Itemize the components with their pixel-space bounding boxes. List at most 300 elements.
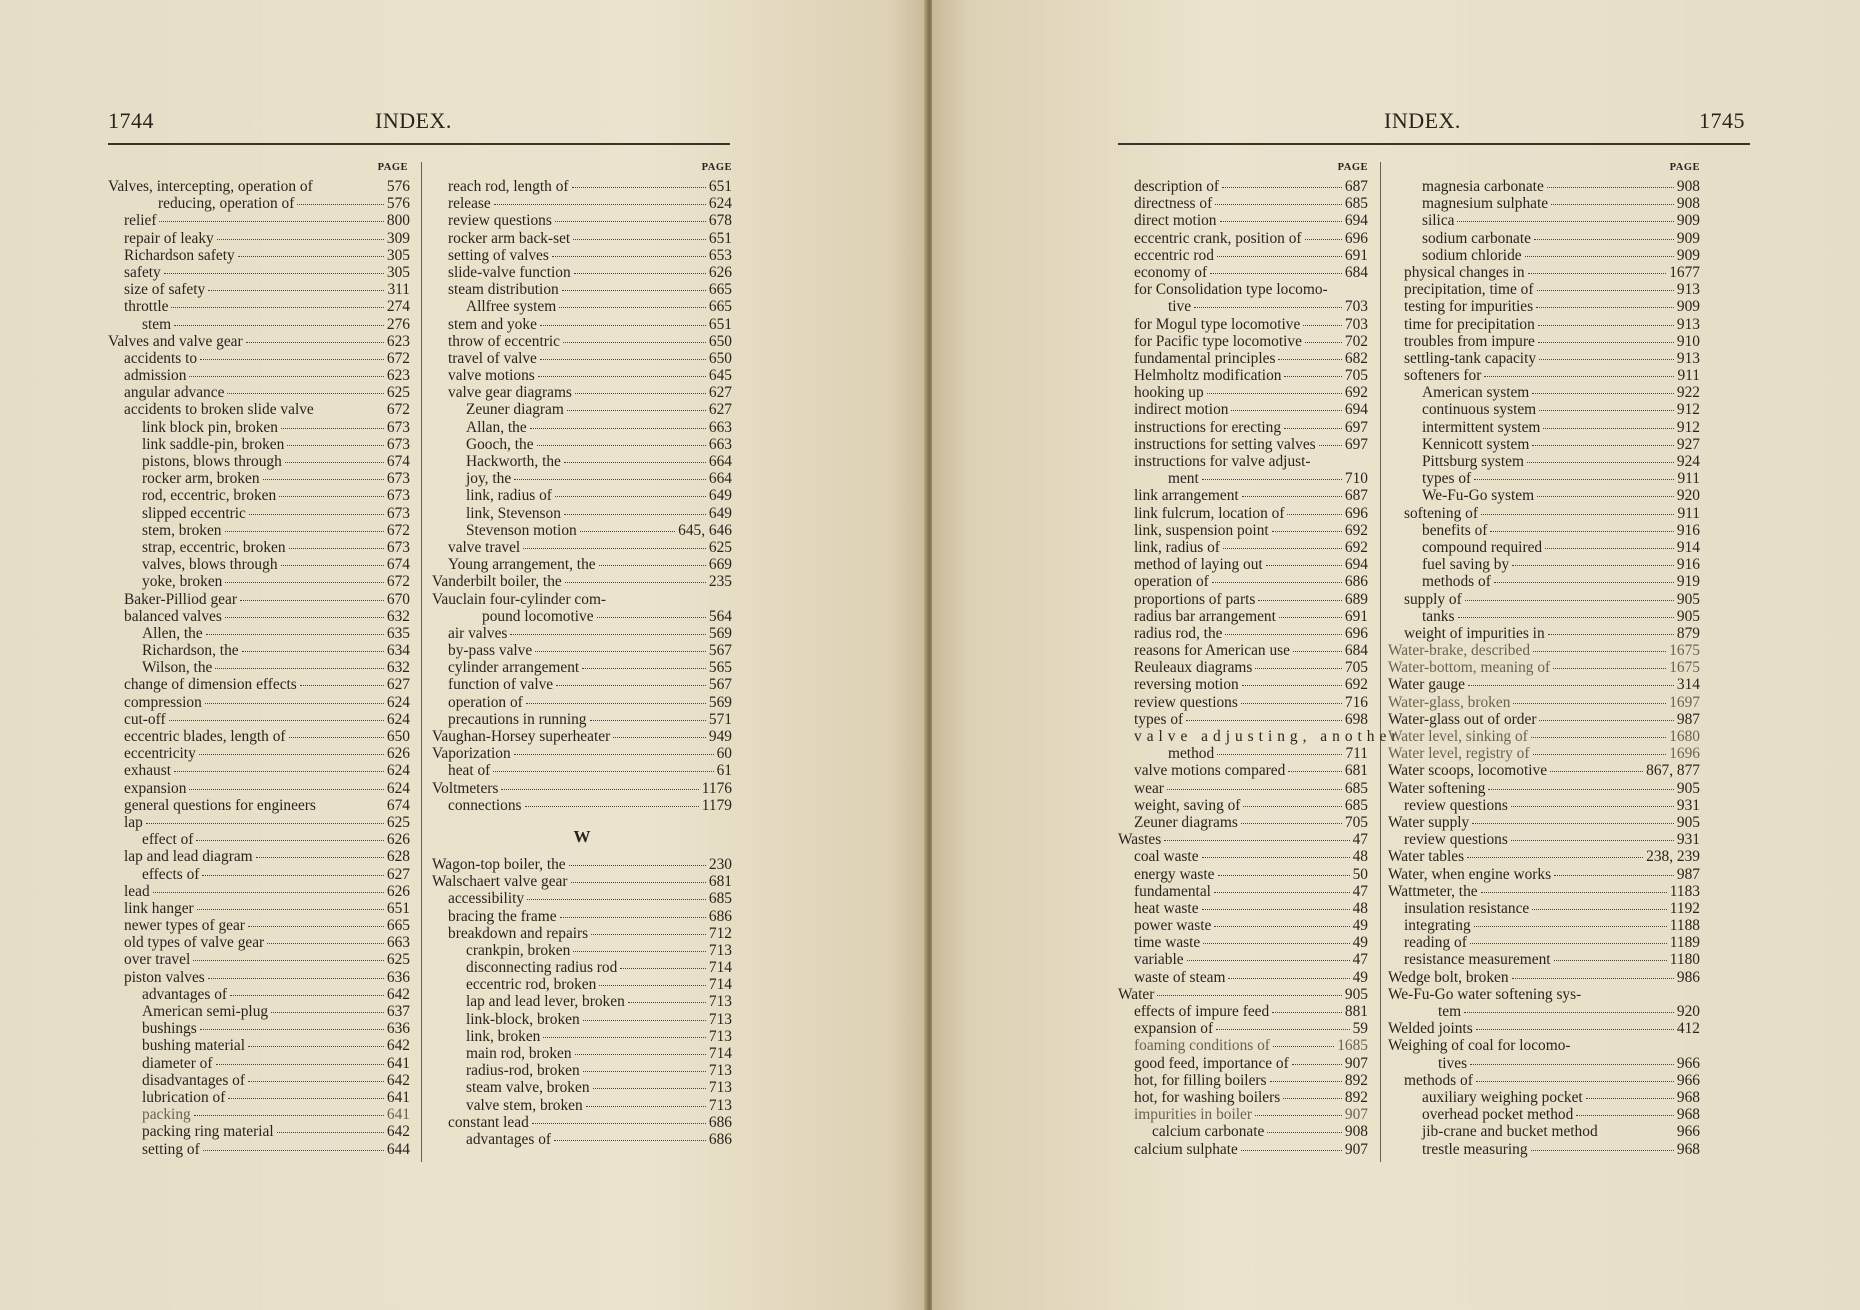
dot-leader: [1534, 239, 1674, 240]
dot-leader: [1223, 548, 1342, 549]
entry-page: 672: [386, 573, 410, 591]
dot-leader: [217, 239, 384, 240]
index-entry: [108, 745, 410, 762]
entry-term: weight of impurities in: [1404, 624, 1545, 642]
entry-page: 673: [386, 418, 410, 436]
index-entry: [108, 900, 410, 917]
entry-term: Wagon-top boiler, the: [432, 855, 566, 873]
dot-leader: [297, 204, 384, 205]
index-entry: [1118, 1141, 1368, 1158]
index-entry: [1388, 556, 1700, 573]
dot-leader: [1218, 875, 1350, 876]
dot-leader: [535, 651, 706, 652]
entry-term: sodium chloride: [1422, 246, 1522, 264]
index-entry: [432, 873, 732, 890]
index-entry: [1118, 316, 1368, 333]
entry-page: 651: [708, 315, 732, 333]
entry-term: eccentricity: [124, 745, 196, 763]
entry-page: 696: [1344, 504, 1368, 522]
index-entry: [108, 539, 410, 556]
entry-term: setting of: [142, 1140, 200, 1158]
index-entry: [1118, 883, 1368, 900]
dot-leader: [1550, 771, 1643, 772]
entry-term: Allfree system: [466, 298, 557, 316]
index-entry: [432, 487, 732, 504]
index-entry: [1118, 745, 1368, 762]
entry-term: change of dimension effects: [124, 676, 297, 694]
index-entry: [432, 1045, 732, 1062]
entry-term: foaming conditions of: [1134, 1037, 1270, 1055]
entry-term: rocker arm back-set: [448, 229, 571, 247]
dot-leader: [1458, 617, 1674, 618]
index-entry: [432, 505, 732, 522]
dot-leader: [514, 479, 706, 480]
dot-leader: [532, 1123, 706, 1124]
entry-term: trestle measuring: [1422, 1140, 1528, 1158]
dot-leader: [1554, 960, 1667, 961]
entry-page: 685: [1344, 779, 1368, 797]
entry-term: resistance measurement: [1404, 951, 1551, 969]
dot-leader: [1283, 1098, 1342, 1099]
left-index-column-2: [432, 178, 732, 1148]
entry-page: 665: [708, 298, 732, 316]
entry-term: direct motion: [1134, 212, 1217, 230]
dot-leader: [1513, 703, 1666, 704]
dot-leader: [1511, 840, 1674, 841]
entry-term: bushing material: [142, 1037, 246, 1055]
index-entry: [1118, 1020, 1368, 1037]
left-page-title: INDEX.: [375, 108, 452, 133]
entry-term: proportions of parts: [1134, 590, 1256, 608]
index-entry: [1388, 419, 1700, 436]
index-entry: [1118, 728, 1402, 745]
entry-page: 920: [1676, 1003, 1700, 1020]
entry-term: by-pass valve: [448, 642, 533, 660]
dot-leader: [230, 995, 384, 996]
entry-page: 642: [386, 1071, 410, 1089]
entry-page: 623: [386, 367, 410, 385]
index-entry: [1118, 1089, 1368, 1106]
index-entry: [1118, 539, 1368, 556]
index-entry: [1118, 676, 1368, 693]
index-entry: [432, 1097, 732, 1114]
dot-leader: [1467, 857, 1643, 858]
entry-page: 625: [386, 813, 410, 831]
dot-leader: [1474, 926, 1667, 927]
entry-page: 686: [708, 907, 732, 925]
entry-page: 635: [386, 624, 410, 642]
dot-leader: [300, 685, 384, 686]
dot-leader: [514, 754, 714, 755]
entry-term: lap: [124, 813, 143, 831]
dot-leader: [573, 239, 706, 240]
entry-page: 905: [1676, 779, 1700, 797]
index-entry: [1118, 212, 1368, 229]
dot-leader: [552, 256, 706, 257]
index-entry: [432, 1011, 732, 1028]
entry-term: reading of: [1404, 934, 1467, 952]
entry-page: 714: [708, 976, 732, 994]
entry-term: Gooch, the: [466, 435, 534, 453]
dot-leader: [1207, 393, 1342, 394]
entry-page: 50: [1352, 865, 1368, 883]
entry-page: 672: [386, 349, 410, 367]
index-entry: [108, 934, 410, 951]
entry-page: 685: [1344, 195, 1368, 213]
dot-leader: [1472, 823, 1674, 824]
dot-leader: [256, 857, 384, 858]
dot-leader: [1490, 531, 1674, 532]
entry-term: instructions for valve adjust-: [1134, 453, 1311, 470]
dot-leader: [227, 393, 383, 394]
entry-page: 879: [1676, 624, 1700, 642]
right-column-divider: [1380, 162, 1381, 1162]
index-entry: [108, 419, 410, 436]
entry-term: slipped eccentric: [142, 504, 246, 522]
entry-term: time waste: [1134, 934, 1201, 952]
entry-page: 987: [1676, 710, 1700, 728]
entry-page: 922: [1676, 384, 1700, 402]
index-entry: [1388, 350, 1700, 367]
entry-page: 642: [386, 1037, 410, 1055]
entry-term: link, radius of: [1134, 538, 1220, 556]
entry-term: joy, the: [466, 470, 512, 488]
dot-leader: [565, 582, 706, 583]
entry-term: benefits of: [1422, 521, 1488, 539]
index-entry: [432, 195, 732, 212]
index-entry: [1388, 539, 1700, 556]
index-entry: [108, 247, 410, 264]
entry-page: 687: [1344, 487, 1368, 505]
entry-page: 47: [1352, 831, 1368, 849]
entry-term: rod, eccentric, broken: [142, 487, 277, 505]
index-entry: [1118, 401, 1368, 418]
entry-page: 911: [1677, 504, 1700, 522]
entry-page: 564: [708, 607, 732, 625]
index-entry: [432, 453, 732, 470]
entry-page: 910: [1676, 332, 1700, 350]
dot-leader: [1474, 479, 1674, 480]
entry-term: operation of: [1134, 573, 1209, 591]
entry-term: silica: [1422, 212, 1455, 230]
entry-term: time for precipitation: [1404, 315, 1535, 333]
entry-page: 698: [1344, 710, 1368, 728]
entry-page: 1188: [1669, 917, 1700, 935]
dot-leader: [494, 204, 706, 205]
index-entry: [1388, 900, 1700, 917]
entry-page: 626: [708, 263, 732, 281]
index-entry: [108, 384, 410, 401]
entry-term: Allen, the: [142, 624, 203, 642]
entry-term: valves, blows through: [142, 556, 278, 574]
entry-page: 710: [1344, 470, 1368, 488]
index-entry: [432, 436, 732, 453]
index-entry: [1388, 986, 1700, 1003]
index-entry: [1388, 728, 1700, 745]
index-entry: [1118, 367, 1368, 384]
entry-term: Walschaert valve gear: [432, 873, 568, 891]
dot-leader: [1554, 875, 1674, 876]
entry-term: valve stem, broken: [466, 1096, 583, 1114]
dot-leader: [573, 951, 706, 952]
dot-leader: [240, 600, 384, 601]
entry-term: release: [448, 195, 491, 213]
entry-term: description of: [1134, 178, 1220, 195]
entry-term: effect of: [142, 831, 194, 849]
entry-term: precautions in running: [448, 710, 587, 728]
entry-page: 909: [1676, 246, 1700, 264]
entry-term: valve motions: [448, 367, 535, 385]
index-entry: [432, 556, 732, 573]
entry-page: 627: [708, 401, 732, 419]
entry-term: Valves and valve gear: [108, 332, 243, 350]
dot-leader: [1468, 685, 1674, 686]
entry-page: 672: [386, 401, 410, 419]
index-entry: [1118, 762, 1368, 779]
entry-term: good feed, importance of: [1134, 1054, 1289, 1072]
dot-leader: [537, 445, 706, 446]
entry-term: Water, when engine works: [1388, 865, 1552, 883]
dot-leader: [1241, 703, 1342, 704]
entry-page: 651: [708, 178, 732, 195]
dot-leader: [1217, 256, 1342, 257]
entry-term: wear: [1134, 779, 1164, 797]
entry-term: intermittent system: [1422, 418, 1541, 436]
entry-term: Water tables: [1388, 848, 1465, 866]
entry-page: 626: [386, 882, 410, 900]
dot-leader: [1533, 651, 1666, 652]
entry-term: power waste: [1134, 917, 1212, 935]
entry-term: bushings: [142, 1020, 197, 1038]
dot-leader: [228, 1098, 384, 1099]
index-entry: [1118, 986, 1368, 1003]
entry-term: for Mogul type locomotive: [1134, 315, 1301, 333]
entry-page: 674: [386, 453, 410, 470]
entry-term: Water-glass out of order: [1388, 710, 1537, 728]
entry-page: 650: [708, 349, 732, 367]
entry-term: instructions for erecting: [1134, 418, 1282, 436]
index-entry: [1118, 487, 1368, 504]
entry-page: 48: [1352, 899, 1368, 917]
dot-leader: [1220, 221, 1342, 222]
index-entry: [1388, 694, 1700, 711]
dot-leader: [582, 668, 706, 669]
dot-leader: [225, 582, 384, 583]
entry-term: Water level, sinking of: [1388, 728, 1528, 745]
entry-term: methods of: [1404, 1071, 1473, 1089]
index-entry: [1118, 453, 1368, 470]
index-entry: [1388, 659, 1700, 676]
entry-page: 665: [386, 917, 410, 935]
dot-leader: [540, 359, 706, 360]
dot-leader: [208, 978, 384, 979]
dot-leader: [554, 1140, 706, 1141]
entry-page: 912: [1676, 418, 1700, 436]
dot-leader: [153, 892, 384, 893]
entry-term: lap and lead lever, broken: [466, 993, 625, 1011]
entry-page: 636: [386, 1020, 410, 1038]
left-column-divider: [421, 162, 422, 1162]
dot-leader: [1278, 359, 1341, 360]
dot-leader: [1553, 668, 1666, 669]
index-entry: [432, 350, 732, 367]
index-entry: [432, 316, 732, 333]
dot-leader: [289, 737, 384, 738]
entry-term: Vauclain four-cylinder com-: [432, 590, 607, 608]
entry-term: variable: [1134, 951, 1184, 969]
dot-leader: [1494, 582, 1674, 583]
dot-leader: [1484, 376, 1674, 377]
entry-page: 61: [716, 762, 732, 780]
index-entry: [1118, 470, 1368, 487]
entry-page: 663: [386, 934, 410, 952]
dot-leader: [526, 703, 706, 704]
index-entry: [432, 659, 732, 676]
entry-term: compression: [124, 693, 202, 711]
entry-page: 672: [386, 521, 410, 539]
index-entry: [432, 1114, 732, 1131]
index-entry: [108, 212, 410, 229]
entry-page: 924: [1676, 453, 1700, 470]
index-entry: [1388, 848, 1700, 865]
entry-term: Voltmeters: [432, 779, 499, 797]
dot-leader: [525, 806, 699, 807]
entry-page: 931: [1676, 796, 1700, 814]
index-entry: [108, 1037, 410, 1054]
entry-term: piston valves: [124, 968, 205, 986]
dot-leader: [216, 1064, 384, 1065]
entry-term: for Pacific type locomotive: [1134, 332, 1302, 350]
dot-leader: [1242, 496, 1342, 497]
index-entry: [108, 1106, 410, 1123]
entry-page: 892: [1344, 1071, 1368, 1089]
index-entry: [432, 762, 732, 779]
dot-leader: [1202, 479, 1342, 480]
index-entry: [1118, 814, 1368, 831]
entry-term: review questions: [1404, 796, 1508, 814]
dot-leader: [1228, 978, 1349, 979]
entry-page: 694: [1344, 556, 1368, 574]
dot-leader: [590, 720, 706, 721]
dot-leader: [597, 617, 706, 618]
entry-page: 908: [1676, 178, 1700, 195]
entry-term: methods of: [1422, 573, 1491, 591]
dot-leader: [1186, 720, 1342, 721]
index-entry: [1388, 831, 1700, 848]
entry-term: newer types of gear: [124, 917, 245, 935]
dot-leader: [1545, 548, 1674, 549]
entry-term: calcium sulphate: [1134, 1140, 1238, 1158]
dot-leader: [1217, 754, 1342, 755]
entry-term: reach rod, length of: [448, 178, 569, 195]
entry-term: jib-crane and bucket method: [1422, 1123, 1598, 1141]
dot-leader: [599, 985, 706, 986]
dot-leader: [1284, 428, 1342, 429]
dot-leader: [1293, 651, 1342, 652]
entry-page: 713: [708, 1010, 732, 1028]
index-entry: [1388, 298, 1700, 315]
dot-leader: [1481, 892, 1667, 893]
entry-term: reducing, operation of: [158, 195, 295, 213]
entry-page: 624: [708, 195, 732, 213]
entry-page: 625: [708, 538, 732, 556]
entry-page: 905: [1344, 985, 1368, 1003]
entry-page: 905: [1676, 590, 1700, 608]
dot-leader: [1551, 204, 1674, 205]
entry-term: Water gauge: [1388, 676, 1465, 694]
index-entry: [108, 642, 410, 659]
entry-page: 663: [708, 435, 732, 453]
entry-term: heat of: [448, 762, 491, 780]
entry-page: 49: [1352, 968, 1368, 986]
entry-page: 235: [708, 573, 732, 591]
entry-term: Weighing of coal for locomo-: [1388, 1037, 1571, 1055]
index-entry: [108, 728, 410, 745]
entry-page: 920: [1676, 487, 1700, 505]
index-entry: [432, 1028, 732, 1045]
entry-term: review questions: [1134, 693, 1238, 711]
dot-leader: [174, 325, 384, 326]
index-entry: [1118, 419, 1368, 436]
dot-leader: [1525, 256, 1674, 257]
dot-leader: [575, 1054, 706, 1055]
entry-page: 913: [1676, 315, 1700, 333]
entry-term: waste of steam: [1134, 968, 1226, 986]
entry-term: disadvantages of: [142, 1071, 246, 1089]
entry-page: 632: [386, 607, 410, 625]
index-entry: [1118, 298, 1368, 315]
entry-term: hot, for washing boilers: [1134, 1088, 1281, 1106]
entry-page: 1677: [1669, 263, 1700, 281]
entry-term: link saddle-pin, broken: [142, 435, 285, 453]
dot-leader: [1539, 359, 1674, 360]
entry-term: calcium carbonate: [1152, 1123, 1265, 1141]
dot-leader: [200, 1029, 384, 1030]
entry-term: slide-valve function: [448, 263, 571, 281]
entry-term: troubles from impure: [1404, 332, 1535, 350]
entry-term: Water scoops, locomotive: [1388, 762, 1548, 780]
entry-term: magnesia carbonate: [1422, 178, 1544, 195]
index-entry: [108, 676, 410, 693]
entry-page: 624: [386, 779, 410, 797]
dot-leader: [1216, 1029, 1350, 1030]
entry-page: 651: [708, 229, 732, 247]
index-entry: [108, 848, 410, 865]
right-col2-page-label: PAGE: [1669, 162, 1700, 173]
entry-page: 913: [1676, 281, 1700, 299]
dot-leader: [1305, 342, 1342, 343]
entry-term: types of: [1134, 710, 1184, 728]
entry-page: 650: [386, 728, 410, 745]
dot-leader: [206, 634, 384, 635]
entry-term: general questions for engineers: [124, 796, 316, 814]
index-entry: [1388, 281, 1700, 298]
dot-leader: [199, 754, 384, 755]
dot-leader: [246, 342, 384, 343]
entry-term: Water softening: [1388, 779, 1486, 797]
dot-leader: [279, 496, 384, 497]
entry-page: 1685: [1337, 1037, 1368, 1055]
index-entry: [108, 659, 410, 676]
index-entry: [1118, 1072, 1368, 1089]
entry-page: 625: [386, 384, 410, 402]
entry-page: 276: [386, 315, 410, 333]
entry-page: 623: [386, 332, 410, 350]
entry-term: magnesium sulphate: [1422, 195, 1549, 213]
dot-leader: [555, 496, 706, 497]
index-entry: [108, 1020, 410, 1037]
dot-leader: [1194, 307, 1342, 308]
